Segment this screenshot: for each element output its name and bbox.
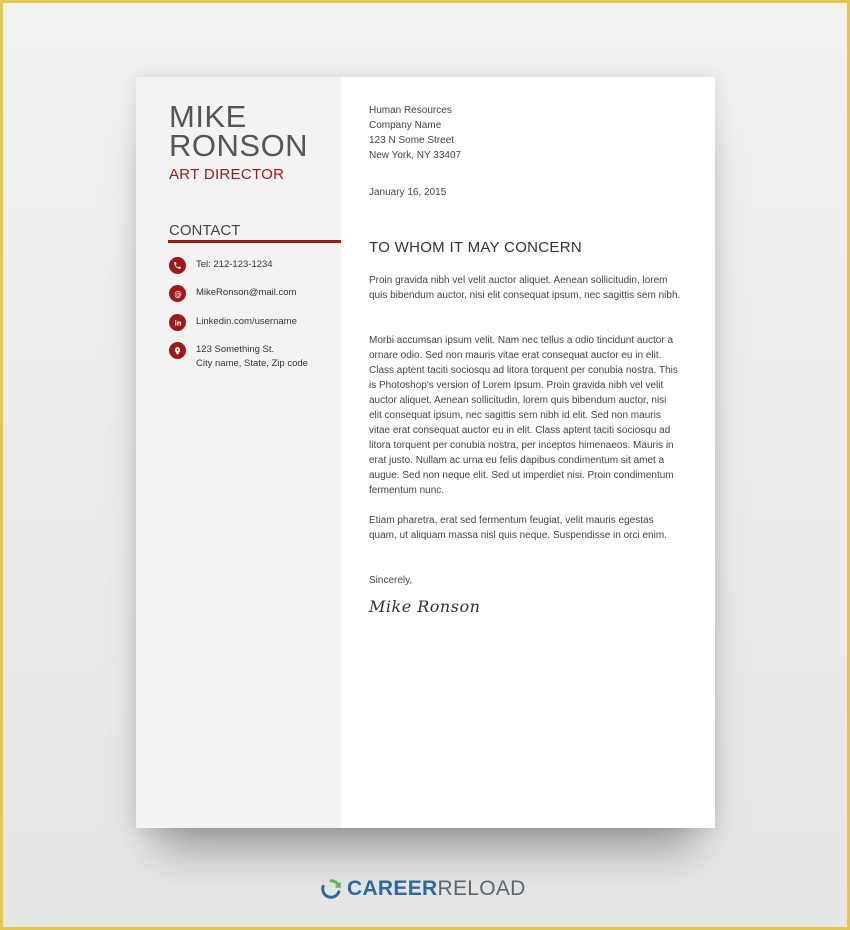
logo-career: CAREER (347, 877, 438, 900)
first-name: MIKE (169, 99, 247, 134)
svg-text:@: @ (173, 289, 182, 298)
svg-text:in: in (173, 319, 182, 327)
contact-address (169, 342, 308, 371)
recipient-address (369, 103, 689, 163)
contact-linkedin (169, 314, 297, 331)
linkedin-icon (169, 314, 186, 331)
signature: Mike Ronson (369, 597, 481, 616)
phone-icon (169, 257, 186, 274)
logo-reload: RELOAD (437, 877, 526, 900)
recipient-line: 123 N Some Street (369, 135, 455, 146)
phone-text: Tel: 212-123-1234 (196, 259, 273, 270)
recipient-line: New York, NY 33407 (369, 150, 462, 161)
email-text: MikeRonson@mail.com (196, 287, 297, 298)
reload-icon (320, 878, 342, 900)
logo-text (347, 877, 526, 901)
careerreload-logo (320, 877, 526, 901)
contact-phone (169, 257, 273, 274)
contact-heading: CONTACT (169, 222, 241, 239)
last-name: RONSON (169, 128, 309, 163)
contact-email (169, 285, 296, 302)
letter-greeting: TO WHOM IT MAY CONCERN (369, 239, 582, 256)
letter-date: January 16, 2015 (369, 187, 447, 198)
linkedin-text: Linkedin.com/username (196, 316, 297, 327)
paragraph-2: Morbi accumsan ipsum velit. Nam nec tellus a odio tincidunt auctor a ornare odio. Sed non mauris vitae erat consequat auctor eu in elit. Class aptent taciti sociosqu ad litora torquent per conubia nostra. This is Photoshop's version of Lorem Ipsum. Proin gravida nibh vel velit auctor aliquet. Aenean sollicitudin, lorem quis bibendum auctor, nisi elit consequat ipsum, nec sagittis sem nibh id elit. Sed non mauris vitae erat consequat auctor eu in elit. Class aptent taciti sociosqu ad litora torquent per conubia nostra, per inceptos himenaeos. Mauris in erat justo. Nullam ac urna eu felis dapibus condimentum sit amet a augue. Sed non neque elit. Sed ut imperdiet nisi. Proin condimentum fermentum nunc. (369, 335, 678, 496)
recipient-line: Human Resources (369, 105, 452, 116)
sidebar (136, 77, 341, 828)
job-title: ART DIRECTOR (169, 166, 285, 183)
recipient-line: Company Name (369, 120, 442, 131)
paragraph-3: Etiam pharetra, erat sed fermentum feugiat, velit mauris egestas quam, ut aliquam massa nisl quis neque. Suspendisse in orci enim. (369, 515, 667, 541)
candidate-name (169, 99, 309, 163)
cover-letter-page (136, 77, 715, 828)
at-icon (169, 285, 186, 302)
letter-closing: Sincerely, (369, 575, 413, 586)
address-text: 123 Something St. City name, State, Zip code (196, 344, 308, 369)
location-pin-icon (169, 342, 186, 359)
paragraph-1: Proin gravida nibh vel velit auctor aliquet. Aenean sollicitudin, lorem quis bibendum auctor, nisi elit consequat ipsum, nec sagittis sem nibh. (369, 275, 681, 301)
contact-divider (168, 240, 341, 243)
